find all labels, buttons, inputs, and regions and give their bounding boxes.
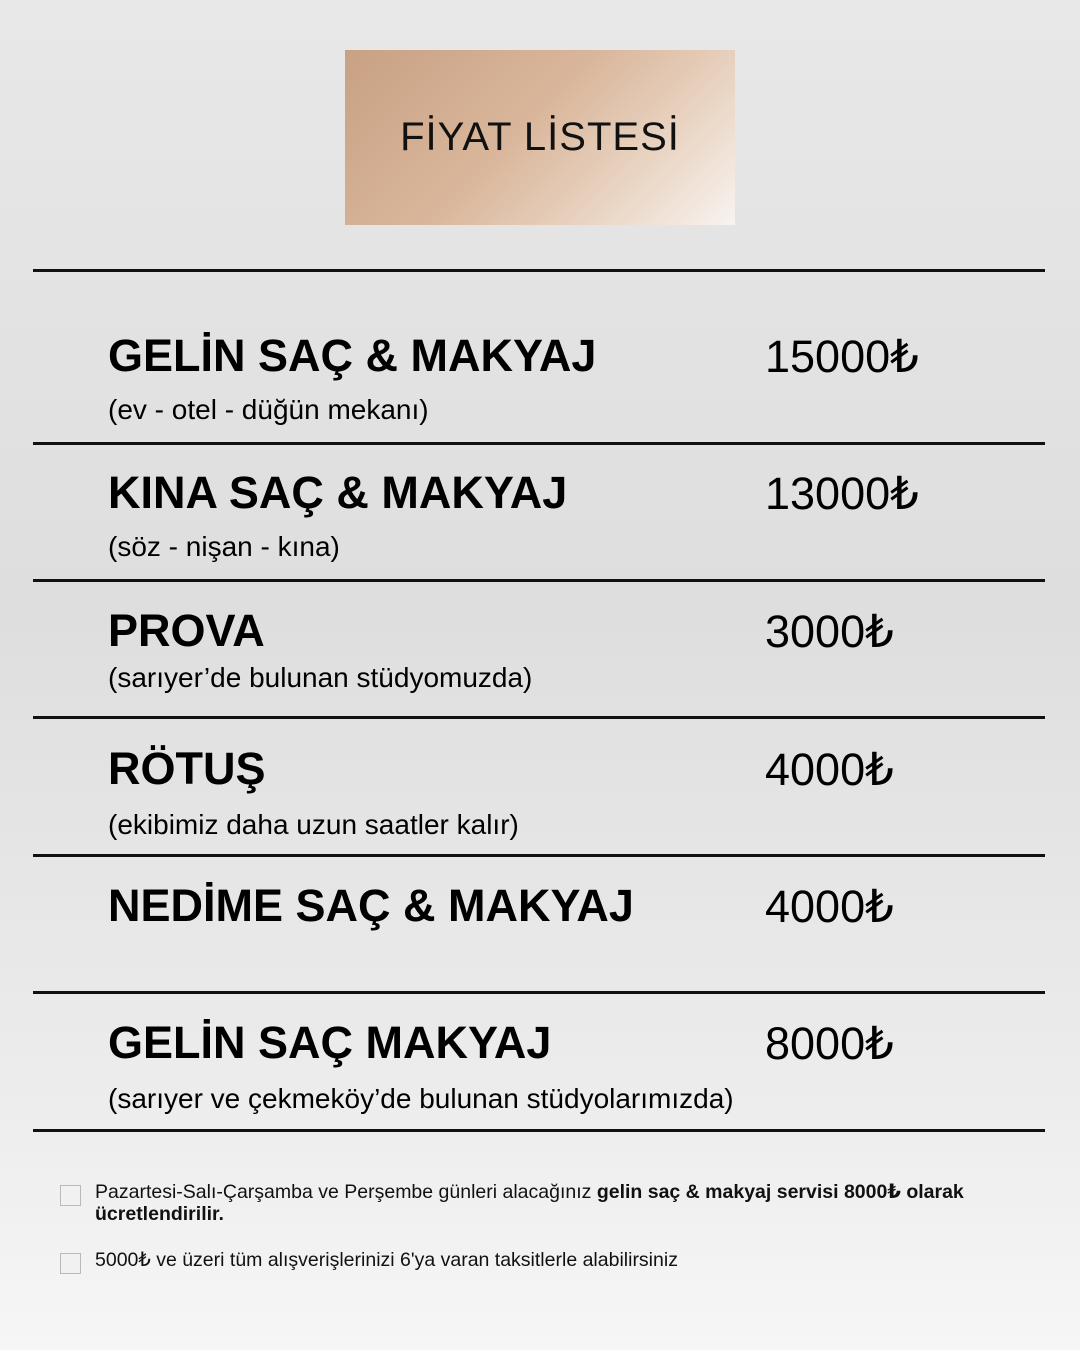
page-title: FİYAT LİSTESİ: [400, 115, 680, 159]
divider: [33, 991, 1045, 994]
divider: [33, 269, 1045, 272]
service-name: GELİN SAÇ MAKYAJ: [108, 1017, 552, 1068]
divider: [33, 716, 1045, 719]
service-name: NEDİME SAÇ & MAKYAJ: [108, 880, 634, 931]
service-description: (söz - nişan - kına): [108, 531, 340, 562]
divider: [33, 1129, 1045, 1132]
service-price: 3000₺: [765, 606, 894, 657]
service-price: 4000₺: [765, 744, 894, 795]
service-description: (ekibimiz daha uzun saatler kalır): [108, 809, 519, 840]
service-description: (sarıyer ve çekmeköy’de bulunan stüdyolarımızda): [108, 1083, 734, 1114]
service-name: GELİN SAÇ & MAKYAJ: [108, 330, 597, 381]
service-price: 13000₺: [765, 468, 919, 519]
service-price: 4000₺: [765, 881, 894, 932]
service-description: (sarıyer’de bulunan stüdyomuzda): [108, 662, 533, 693]
divider: [33, 579, 1045, 582]
bullet-square-icon: [60, 1253, 81, 1274]
service-name: KINA SAÇ & MAKYAJ: [108, 467, 568, 518]
price-list-title-box: [345, 50, 735, 225]
divider: [33, 442, 1045, 445]
note-bold-text: gelin saç & makyaj servisi 8000₺ olarak ücretlendirilir.: [95, 1181, 964, 1225]
service-price: 8000₺: [765, 1018, 894, 1069]
service-price: 15000₺: [765, 331, 919, 382]
divider: [33, 854, 1045, 857]
note-text: 5000₺ ve üzeri tüm alışverişlerinizi 6'ya varan taksitlerle alabilirsiniz: [95, 1249, 678, 1271]
bullet-square-icon: [60, 1185, 81, 1206]
service-description: (ev - otel - düğün mekanı): [108, 394, 429, 425]
service-name: RÖTUŞ: [108, 743, 266, 794]
note-text: Pazartesi-Salı-Çarşamba ve Perşembe günleri alacağınız gelin saç & makyaj servisi 8000₺ olarak ücretlendirilir.: [95, 1181, 964, 1225]
service-name: PROVA: [108, 605, 265, 656]
